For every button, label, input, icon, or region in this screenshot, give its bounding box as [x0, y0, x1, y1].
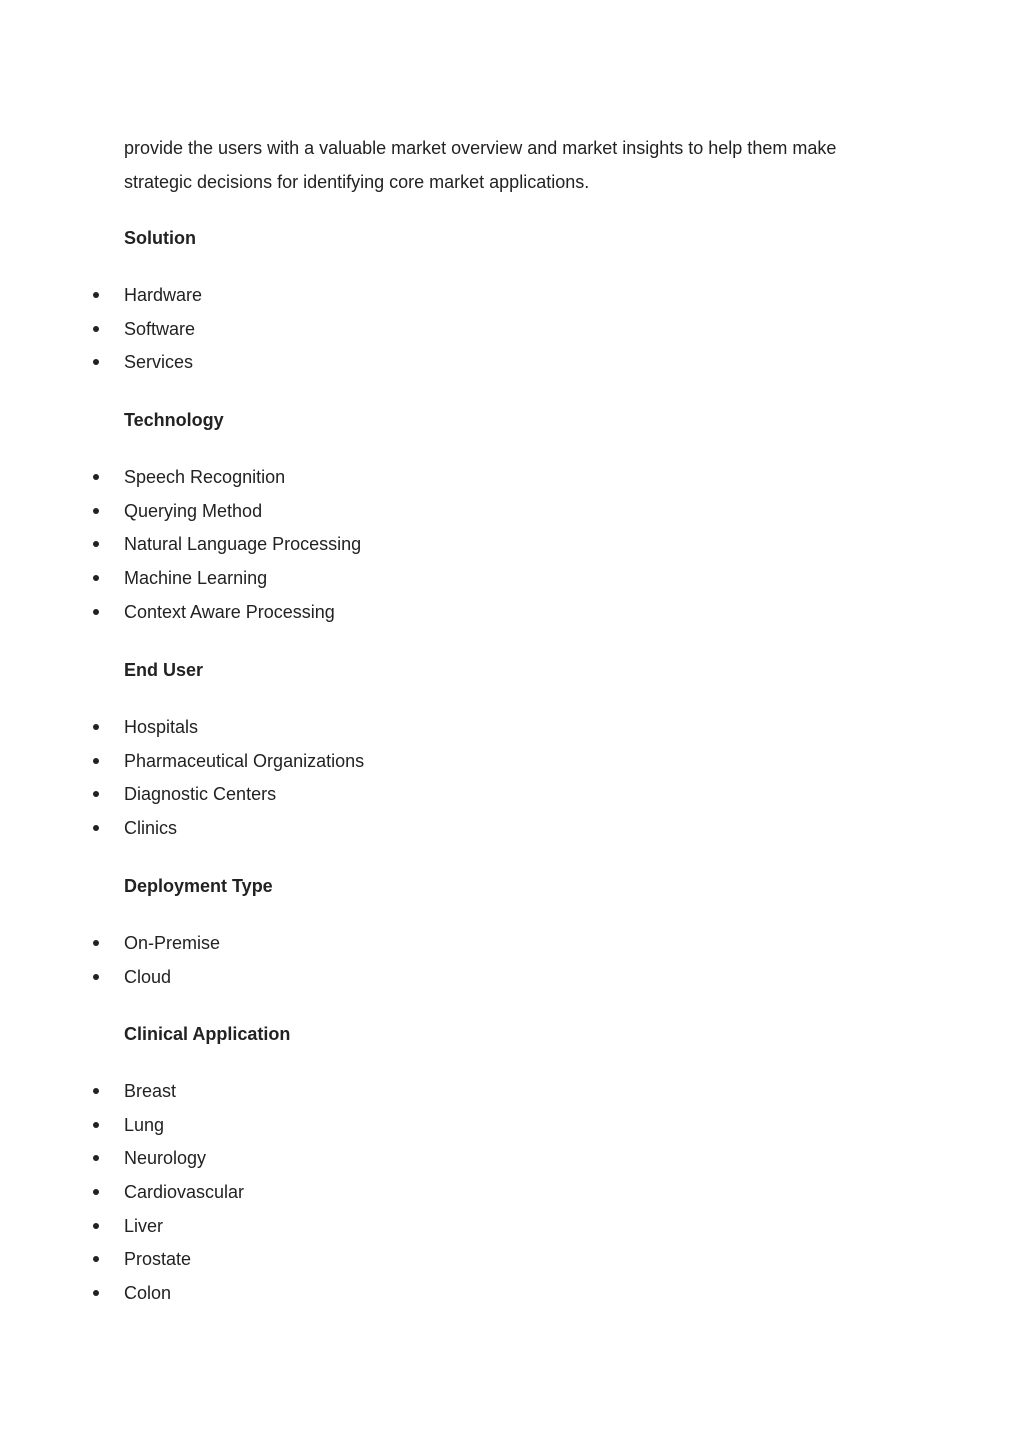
bullet-icon — [93, 1223, 99, 1229]
bullet-icon — [93, 791, 99, 797]
list-item-label: Cardiovascular — [124, 1182, 245, 1203]
section-heading: Solution — [124, 228, 196, 248]
bullet-icon — [93, 359, 99, 365]
bullet-icon — [93, 940, 99, 946]
intro-line: strategic decisions for identifying core market applications. — [124, 172, 590, 192]
section-heading: End User — [124, 660, 204, 680]
list-item-label: Liver — [124, 1215, 164, 1236]
bullet-icon — [93, 474, 99, 480]
bullet-icon — [93, 1256, 99, 1262]
list-item-label: On-Premise — [124, 933, 221, 953]
intro-line: provide the users with a valuable market overview and market insights to help them make — [124, 138, 837, 158]
list-item-label: Breast — [124, 1081, 177, 1101]
list-item-label: Services — [124, 352, 194, 373]
bullet-icon — [93, 1122, 99, 1128]
list-item-label: Context Aware Processing — [124, 601, 335, 622]
list-item-label: Neurology — [124, 1148, 207, 1169]
list-item-label: Cloud — [124, 966, 172, 987]
bullet-icon — [93, 825, 99, 831]
list-item-label: Software — [124, 318, 196, 339]
bullet-icon — [93, 508, 99, 514]
list-item-label: Colon — [124, 1283, 172, 1304]
bullet-icon — [93, 541, 99, 547]
list-item-label: Clinics — [124, 818, 178, 839]
list-item-label: Speech Recognition — [124, 467, 286, 487]
list-item-label: Hospitals — [124, 717, 199, 737]
section-heading: Clinical Application — [124, 1024, 291, 1044]
bullet-icon — [93, 974, 99, 980]
bullet-icon — [93, 292, 99, 298]
bullet-icon — [93, 1155, 99, 1161]
list-item-label: Hardware — [124, 285, 203, 305]
list-item-label: Pharmaceutical Organizations — [124, 750, 365, 771]
bullet-icon — [93, 609, 99, 615]
bullet-icon — [93, 1088, 99, 1094]
bullet-icon — [93, 575, 99, 581]
list-item-label: Diagnostic Centers — [124, 784, 277, 805]
bullet-icon — [93, 724, 99, 730]
intro-paragraph — [124, 131, 884, 199]
bullet-icon — [93, 758, 99, 764]
bullet-icon — [93, 1290, 99, 1296]
bullet-icon — [93, 326, 99, 332]
section-heading: Technology — [124, 410, 224, 430]
list-item-label: Machine Learning — [124, 568, 268, 589]
list-item-label: Lung — [124, 1114, 165, 1135]
list-item-label: Querying Method — [124, 500, 263, 521]
list-item-label: Prostate — [124, 1249, 192, 1270]
bullet-icon — [93, 1189, 99, 1195]
section-heading: Deployment Type — [124, 876, 273, 896]
list-item-label: Natural Language Processing — [124, 534, 362, 555]
